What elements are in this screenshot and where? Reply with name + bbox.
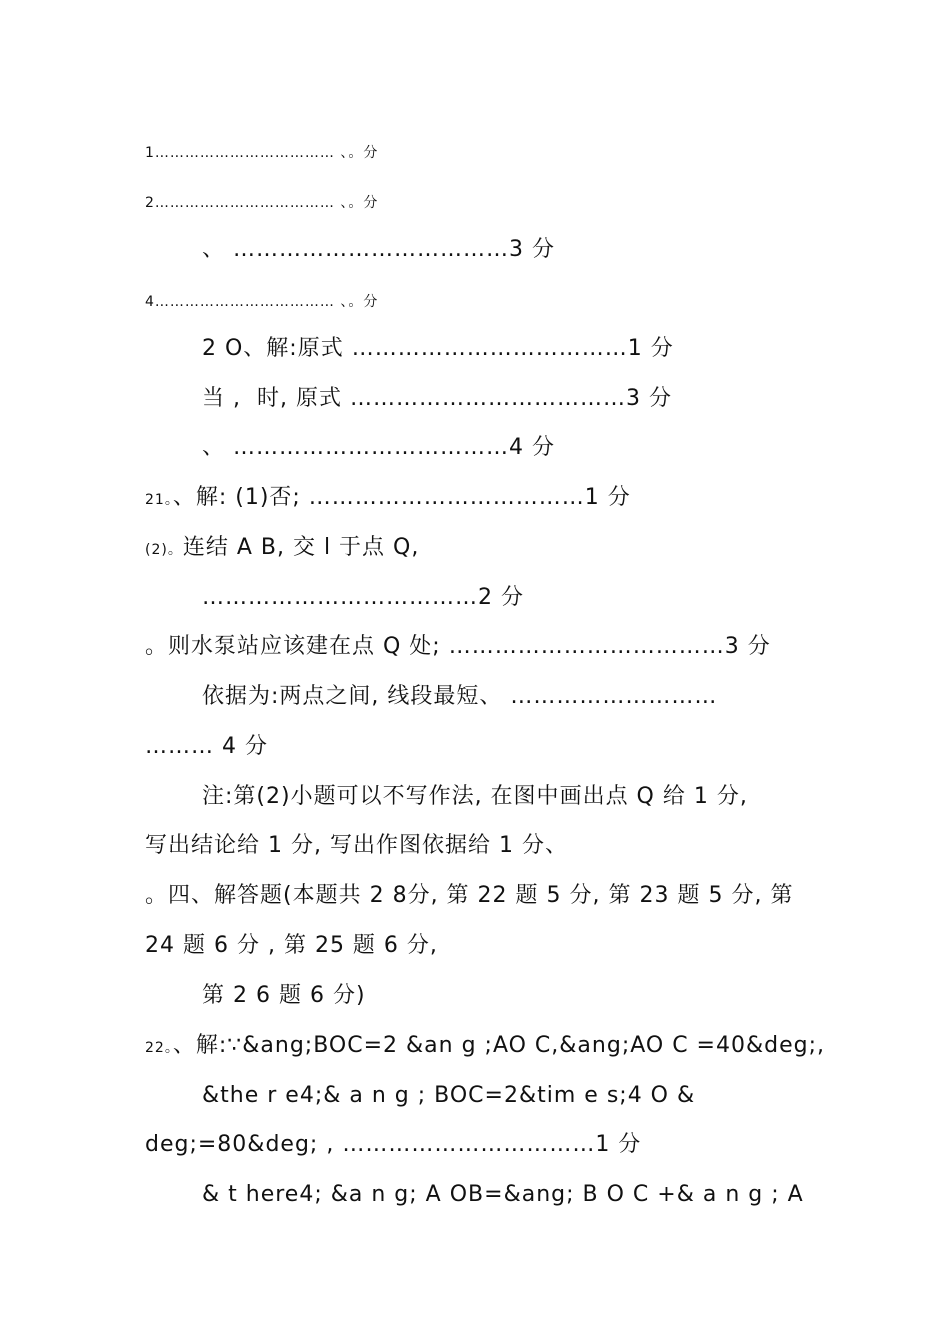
section-4-heading-line-3: 第 2 6 题 6 分) [202, 983, 366, 1008]
answer-22-line-4: & t here4; &a n g; A OB=&ang; B O C +& a n g ; A [202, 1182, 804, 1207]
answer-20-line-3: 、 ………………………………4 分 [202, 435, 555, 460]
note-line-1: 注:第(2)小题可以不写作法, 在图中画出点 Q 给 1 分, [202, 784, 748, 809]
answer-line-3: 、 ………………………………3 分 [202, 237, 555, 262]
answer-22-line-2: &the r e4;& a n g ; BOC=2&tim e s;4 O & [202, 1083, 696, 1108]
answer-21-line-6: ……… 4 分 [145, 734, 268, 759]
answer-20-line-1: 2 O、解:原式 ………………………………1 分 [202, 336, 674, 361]
note-line-2: 写出结论给 1 分, 写出作图依据给 1 分、 [145, 833, 568, 858]
answer-21-line-1: 21。、解: (1)否; ………………………………1 分 [145, 485, 631, 510]
answer-line-1: 1……………………………… 、。分 [145, 145, 379, 161]
section-4-heading-line-1: 。四、解答题(本题共 2 8分, 第 22 题 5 分, 第 23 题 5 分, 第 [145, 883, 794, 908]
answer-22-line-1: 22。、解:∵&ang;BOC=2 &an g ;AO C,&ang;AO C =40&deg;, [145, 1033, 826, 1058]
answer-21-line-2: (2)。连结 A B, 交 l 于点 Q, [145, 535, 420, 560]
answer-20-line-2: 当 , 时, 原式 ………………………………3 分 [202, 386, 672, 411]
answer-line-2: 2……………………………… 、。分 [145, 195, 379, 211]
answer-22-line-3: deg;=80&deg; , ……………………………1 分 [145, 1132, 642, 1157]
section-4-heading-line-2: 24 题 6 分 , 第 25 题 6 分, [145, 933, 438, 958]
answer-21-line-5: 依据为:两点之间, 线段最短、 ……………………… [202, 684, 718, 709]
answer-21-line-3: ………………………………2 分 [202, 585, 524, 610]
answer-21-line-4: 。则水泵站应该建在点 Q 处; ………………………………3 分 [145, 634, 771, 659]
answer-line-4: 4……………………………… 、。分 [145, 294, 379, 310]
